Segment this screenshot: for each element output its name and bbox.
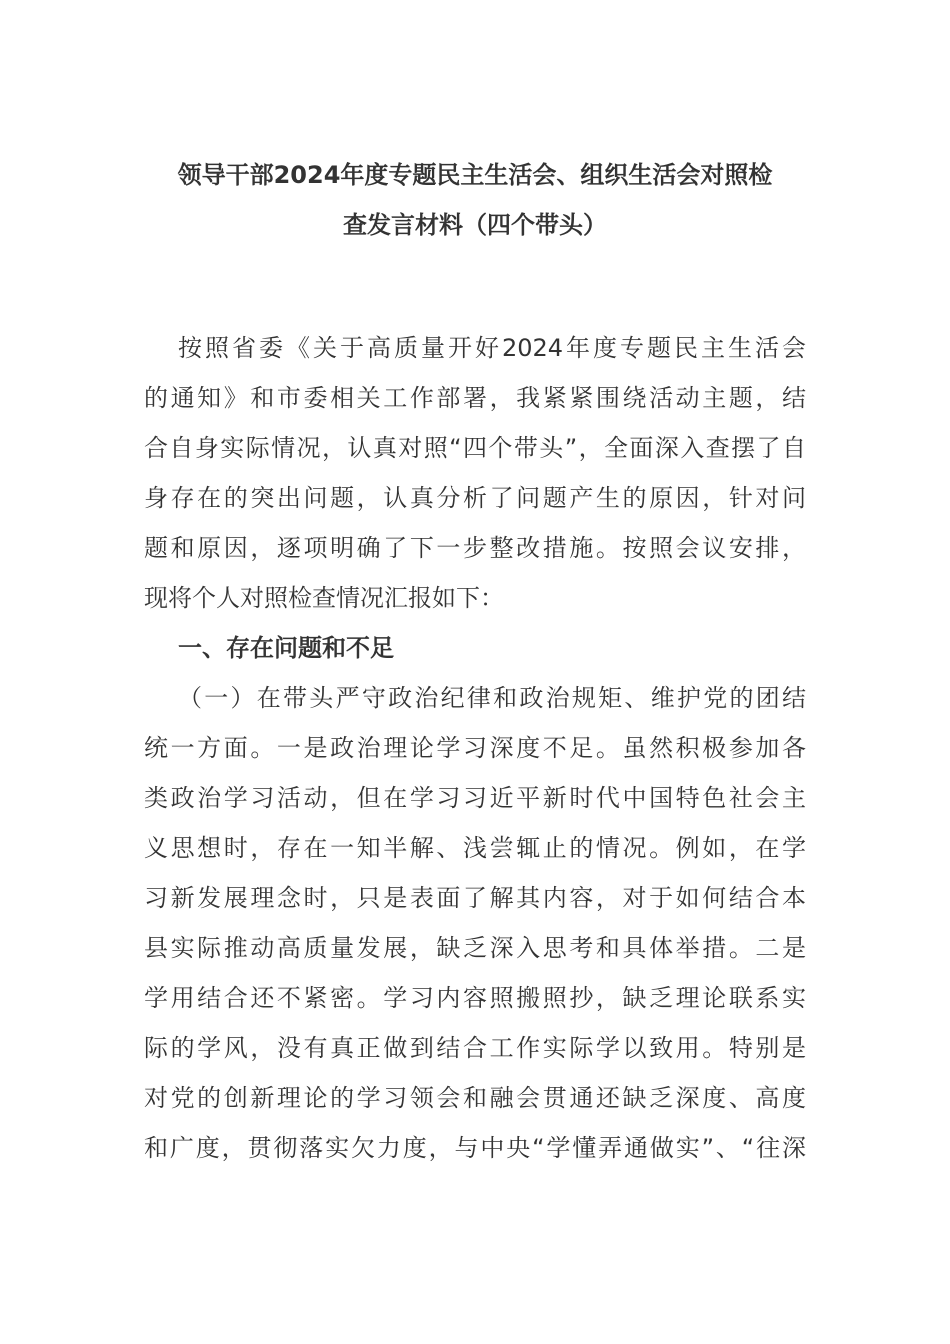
document-body (144, 323, 806, 1173)
title-line: 查发言材料（四个带头） (343, 211, 607, 239)
section-line: 县实际推动高质量发展，缺乏深入思考和具体举措。二是 (144, 934, 806, 962)
section-line: 对党的创新理论的学习领会和融会贯通还缺乏深度、高度 (144, 1084, 806, 1112)
section-line: 习新发展理念时，只是表面了解其内容，对于如何结合本 (144, 884, 806, 912)
document-title (145, 150, 805, 250)
intro-line: 合自身实际情况，认真对照“四个带头”，全面深入查摆了自 (144, 434, 806, 462)
section-line: 学用结合还不紧密。学习内容照搬照抄，缺乏理论联系实 (144, 984, 806, 1012)
title-line: 领导干部2024年度专题民主生活会、组织生活会对照检 (177, 161, 773, 189)
intro-line: 现将个人对照检查情况汇报如下： (144, 584, 504, 612)
intro-line: 身存在的突出问题，认真分析了问题产生的原因，针对问 (144, 484, 806, 512)
intro-line: 按照省委《关于高质量开好2024年度专题民主生活会 (178, 334, 806, 362)
section-line: 际的学风，没有真正做到结合工作实际学以致用。特别是 (144, 1034, 806, 1062)
intro-line: 题和原因，逐项明确了下一步整改措施。按照会议安排， (144, 534, 806, 562)
section-line: （一）在带头严守政治纪律和政治规矩、维护党的团结 (178, 684, 806, 712)
section-heading: 一、存在问题和不足 (178, 634, 394, 662)
section-line: 和广度，贯彻落实欠力度，与中央“学懂弄通做实”、“往深 (144, 1134, 806, 1162)
section-line: 统一方面。一是政治理论学习深度不足。虽然积极参加各 (144, 734, 806, 762)
section-line: 义思想时，存在一知半解、浅尝辄止的情况。例如，在学 (144, 834, 806, 862)
section-line: 类政治学习活动，但在学习习近平新时代中国特色社会主 (144, 784, 806, 812)
intro-line: 的通知》和市委相关工作部署，我紧紧围绕活动主题，结 (144, 384, 806, 412)
